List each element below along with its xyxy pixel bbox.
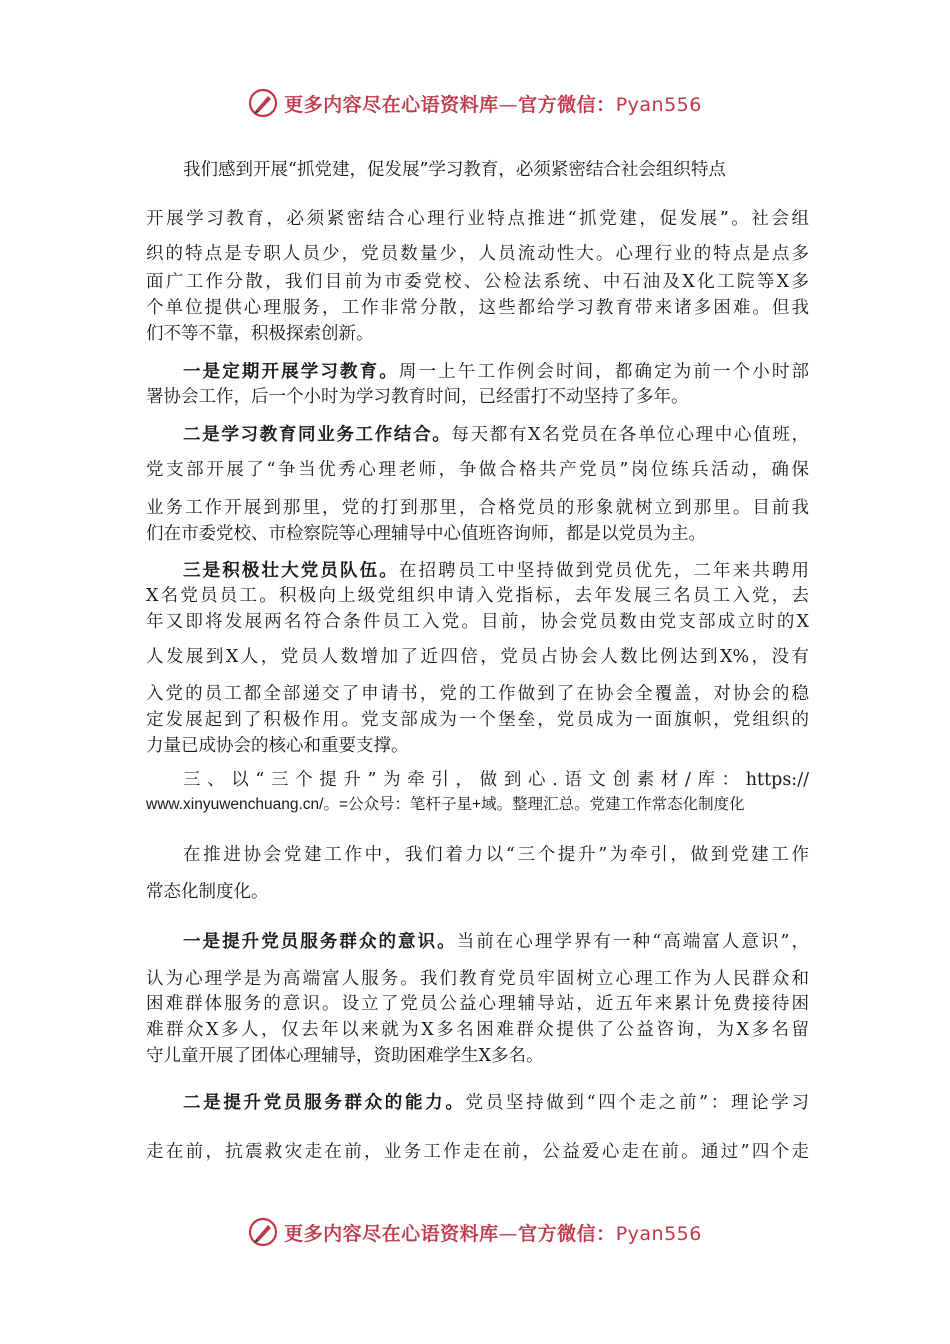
banner-text bbox=[284, 1219, 702, 1246]
banner-wechat-id: Pyan556 bbox=[615, 93, 702, 116]
point-heading: 一是提升党员服务群众的意识。 bbox=[183, 932, 457, 952]
paragraph-line: 织的特点是专职人员少，党员数量少，人员流动性大。心理行业的特点是点多 bbox=[146, 244, 809, 264]
point-heading: 二是学习教育同业务工作结合。 bbox=[183, 425, 452, 445]
pen-logo-icon bbox=[248, 88, 278, 118]
paragraph-line: 人发展到X人，党员人数增加了近四倍，党员占协会人数比例达到X%，没有 bbox=[146, 647, 809, 667]
paragraph-line: 困难群体服务的意识。设立了党员公益心理辅导站，近五年来累计免费接待困 bbox=[146, 994, 809, 1014]
paragraph-line: 一是定期开展学习教育。周一上午工作例会时间，都确定为前一个小时部 bbox=[183, 362, 810, 382]
pen-logo-icon bbox=[248, 1217, 278, 1247]
paragraph-line: 二是学习教育同业务工作结合。每天都有X名党员在各单位心理中心值班， bbox=[183, 425, 809, 445]
paragraph-line: 开展学习教育，必须紧密结合心理行业特点推进“抓党建，促发展”。社会组 bbox=[146, 209, 809, 229]
paragraph-line: 在推进协会党建工作中，我们着力以“三个提升”为牵引，做到党建工作 bbox=[183, 845, 809, 865]
banner-separator: — bbox=[498, 93, 519, 116]
banner-official: 官方微信： bbox=[518, 1222, 616, 1245]
section-heading-line: www.xinyuwenchuang.cn/。=公众号：笔杆子星+域。整理汇总。党建工作常态化制度化 bbox=[146, 796, 745, 813]
point-heading: 一是定期开展学习教育。 bbox=[183, 362, 399, 382]
paragraph-line: 面广工作分散，我们目前为市委党校、公检法系统、中石油及X化工院等X多 bbox=[146, 272, 809, 292]
paragraph-line: 们不等不靠，积极探索创新。 bbox=[146, 324, 374, 344]
paragraph-line: 守儿童开展了团体心理辅导，资助困难学生X多名。 bbox=[146, 1046, 544, 1066]
paragraph-line: 常态化制度化。 bbox=[146, 882, 269, 902]
section-heading-line: 三、以“三个提升”为牵引，做到心.语文创素材/库：https:// bbox=[183, 770, 809, 790]
paragraph-line: 定发展起到了积极作用。党支部成为一个堡垒，党员成为一面旗帜，党组织的 bbox=[146, 710, 809, 730]
banner-title: 更多内容尽在心语资料库 bbox=[284, 93, 499, 116]
paragraph-line: 我们感到开展“抓党建，促发展”学习教育，必须紧密结合社会组织特点 bbox=[183, 160, 726, 180]
footer-banner bbox=[0, 1212, 950, 1252]
point-heading: 三是积极壮大党员队伍。 bbox=[183, 561, 399, 581]
paragraph-line: 个单位提供心理服务，工作非常分散，这些都给学习教育带来诸多困难。但我 bbox=[146, 298, 809, 318]
paragraph-line: X名党员员工。积极向上级党组织申请入党指标，去年发展三名员工入党，去 bbox=[146, 586, 809, 606]
banner-title: 更多内容尽在心语资料库 bbox=[284, 1222, 499, 1245]
paragraph-line: 走在前，抗震救灾走在前，业务工作走在前，公益爱心走在前。通过”四个走 bbox=[146, 1142, 809, 1162]
banner-wechat-id: Pyan556 bbox=[615, 1222, 702, 1245]
paragraph-line: 力量已成协会的核心和重要支撑。 bbox=[146, 736, 409, 756]
paragraph-line: 们在市委党校、市检察院等心理辅导中心值班咨询师，都是以党员为主。 bbox=[146, 524, 706, 544]
paragraph-line: 二是提升党员服务群众的能力。党员坚持做到“四个走之前”：理论学习 bbox=[183, 1093, 809, 1113]
paragraph-line: 业务工作开展到那里，党的打到那里，合格党员的形象就树立到那里。目前我 bbox=[146, 498, 809, 518]
point-heading: 二是提升党员服务群众的能力。 bbox=[183, 1093, 466, 1113]
header-banner bbox=[0, 83, 950, 123]
paragraph-line: 党支部开展了“争当优秀心理老师，争做合格共产党员”岗位练兵活动，确保 bbox=[146, 460, 809, 480]
banner-text bbox=[284, 90, 702, 117]
paragraph-line: 年又即将发展两名符合条件员工入党。目前，协会党员数由党支部成立时的X bbox=[146, 612, 809, 632]
banner-official: 官方微信： bbox=[518, 93, 616, 116]
paragraph-line: 一是提升党员服务群众的意识。当前在心理学界有一种“高端富人意识”， bbox=[183, 932, 809, 952]
paragraph-line: 三是积极壮大党员队伍。在招聘员工中坚持做到党员优先，二年来共聘用 bbox=[183, 561, 810, 581]
paragraph-line: 认为心理学是为高端富人服务。我们教育党员牢固树立心理工作为人民群众和 bbox=[146, 969, 809, 989]
paragraph-line: 署协会工作，后一个小时为学习教育时间，已经雷打不动坚持了多年。 bbox=[146, 387, 689, 407]
paragraph-line: 入党的员工都全部递交了申请书，党的工作做到了在协会全覆盖，对协会的稳 bbox=[146, 684, 809, 704]
paragraph-line: 难群众X多人，仅去年以来就为X多名困难群众提供了公益咨询，为X多名留 bbox=[146, 1020, 809, 1040]
banner-separator: — bbox=[498, 1222, 519, 1245]
